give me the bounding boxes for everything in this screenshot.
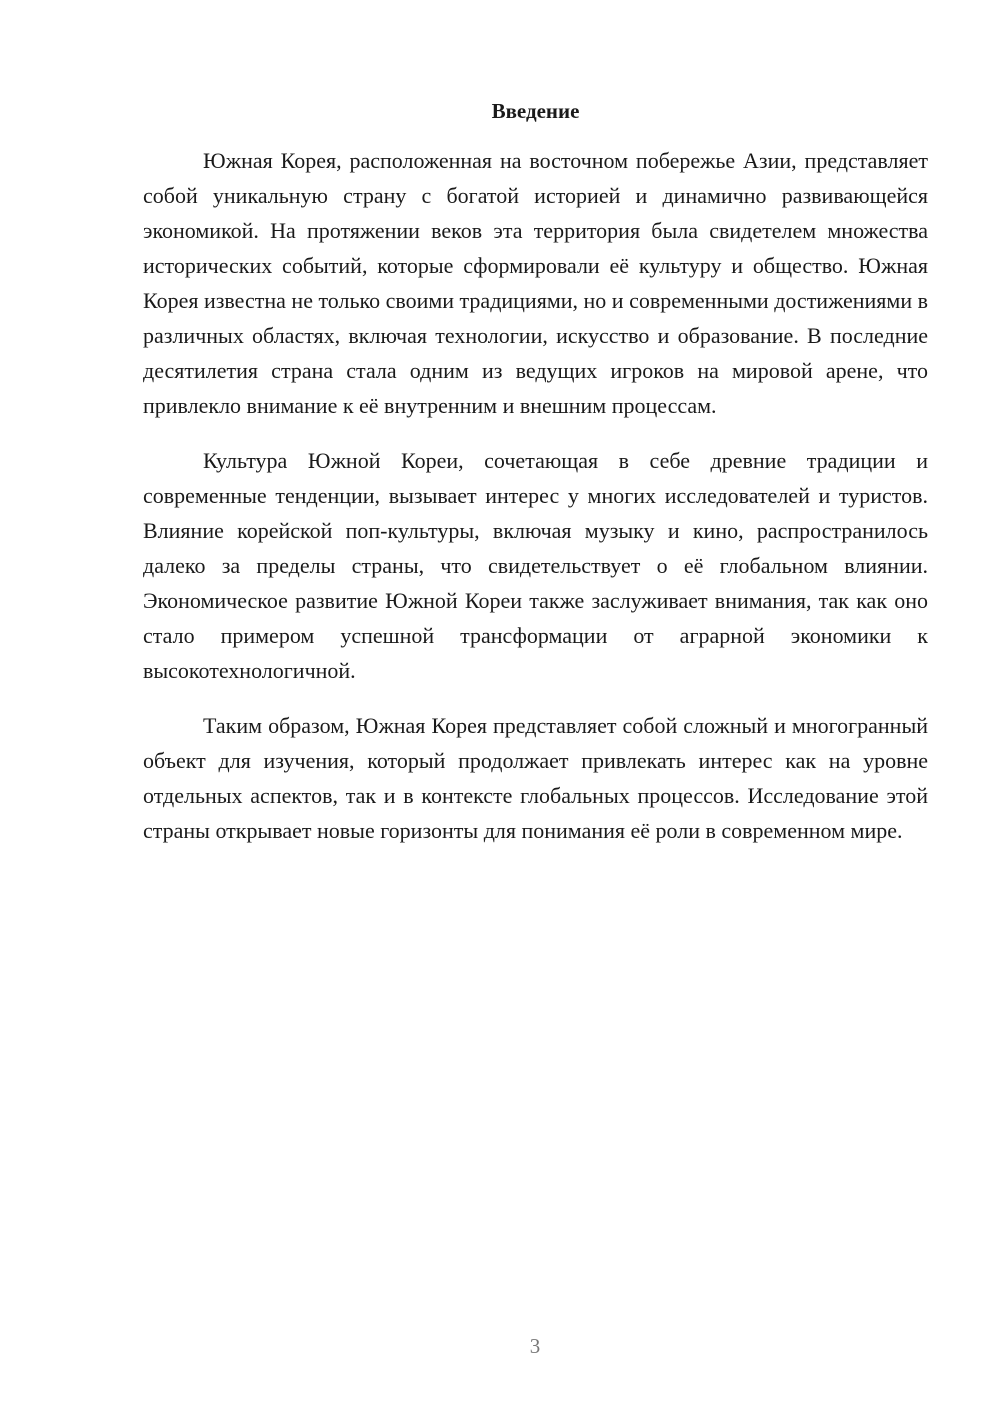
page-heading: Введение	[491, 99, 580, 123]
paragraph-conclusion: Таким образом, Южная Корея представляет собой сложный и многогранный объект для изучения, который продолжает привлекать интерес как на уровне отдельных аспектов, так и в контексте глобальных процессов. Исследование этой страны открывает новые горизонты для понимания её роли в современном мире.	[143, 713, 928, 843]
paragraph-culture: Культура Южной Кореи, сочетающая в себе древние традиции и современные тенденции, вызывает интерес у многих исследователей и туристов. Влияние корейской поп-культуры, включая музыку и кино, распространилось далеко за пределы страны, что свидетельствует о её глобальном влиянии. Экономическое развитие Южной Кореи также заслуживает внимания, так как оно стало примером успешной трансформации от аграрной экономики к высокотехнологичной.	[143, 448, 928, 683]
page-number: 3	[529, 1334, 541, 1358]
paragraph-intro: Южная Корея, расположенная на восточном побережье Азии, представляет собой уникальную страну с богатой историей и динамично развивающейся экономикой. На протяжении веков эта территория была свидетелем множества исторических событий, которые сформировали её культуру и общество. Южная Корея известна не только своими традициями, но и современными достижениями в различных областях, включая технологии, искусство и образование. В последние десятилетия страна стала одним из ведущих игроков на мировой арене, что привлекло внимание к её внутренним и внешним процессам.	[143, 148, 929, 418]
body-text	[143, 143, 928, 868]
